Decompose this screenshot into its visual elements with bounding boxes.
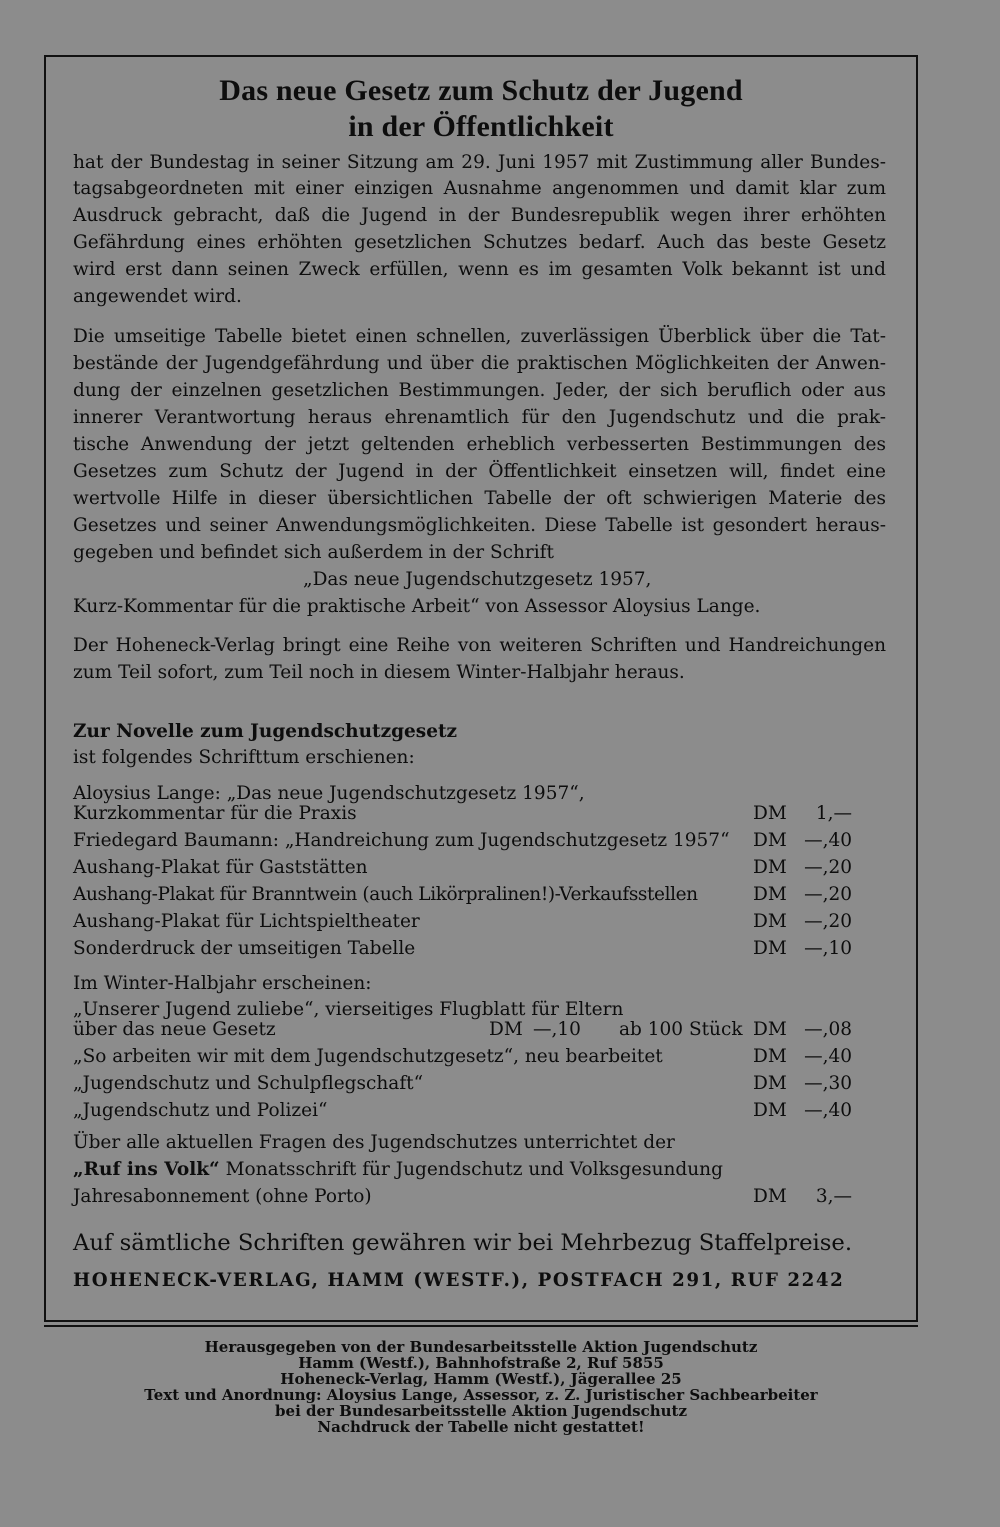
magazine-name: „Ruf ins Volk“ — [73, 1159, 220, 1180]
publication-title: „Jugendschutz und Polizei“ — [73, 1100, 328, 1121]
publication-subtitle: Kurzkommentar für die Praxis — [73, 803, 357, 824]
paragraph2-line: tische Anwendung der jetzt geltenden erheblich verbesserten Bestimmungen des — [73, 434, 886, 455]
publication-title: Aushang-Plakat für Lichtspieltheater — [73, 911, 420, 932]
publication-title: „So arbeiten wir mit dem Jugendschutzgesetz“, neu bearbeitet — [73, 1046, 663, 1067]
novelle-intro: ist folgendes Schrifttum erschienen: — [73, 747, 415, 768]
magazine-intro: Über alle aktuellen Fragen des Jugendschutzes unterrichtet der — [73, 1132, 675, 1153]
paragraph1-line: hat der Bundestag in seiner Sitzung am 29. Juni 1957 mit Zustimmung aller Bundes- — [73, 152, 886, 173]
currency-label: DM — [489, 1019, 523, 1040]
footer-line: Hoheneck-Verlag, Hamm (Westf.), Jägerallee 25 — [280, 1370, 682, 1388]
bottom-rule — [44, 1325, 918, 1327]
price-value: —,10 — [804, 938, 852, 959]
publication-title: „Unserer Jugend zuliebe“, vierseitiges Flugblatt für Eltern — [73, 999, 624, 1020]
book-title-line: „Das neue Jugendschutzgesetz 1957, — [303, 569, 652, 590]
paragraph2-line: Gesetzes und seiner Anwendungsmöglichkeiten. Diese Tabelle ist gesondert heraus- — [73, 515, 886, 536]
paragraph2-line: Die umseitige Tabelle bietet einen schnellen, zuverlässigen Überblick über die Tat- — [73, 326, 886, 347]
publication-title: Aloysius Lange: „Das neue Jugendschutzgesetz 1957“, — [73, 783, 585, 804]
footer-line: bei der Bundesarbeitsstelle Aktion Jugendschutz — [275, 1402, 687, 1420]
footer-line: Hamm (Westf.), Bahnhofstraße 2, Ruf 5855 — [298, 1354, 664, 1372]
price-value: 1,— — [815, 803, 852, 824]
paragraph2-line: dung der einzelnen gesetzlichen Bestimmungen. Jeder, der sich beruflich oder aus — [73, 380, 886, 401]
footer-line: Text und Anordnung: Aloysius Lange, Assessor, z. Z. Juristischer Sachbearbeiter — [144, 1386, 818, 1404]
magazine-line — [73, 1158, 723, 1182]
currency-label: DM — [753, 1186, 787, 1207]
price-value: —,40 — [804, 1046, 852, 1067]
publisher-address: HOHENECK-VERLAG, HAMM (WESTF.), POSTFACH 291, RUF 2242 — [73, 1270, 845, 1291]
currency-label: DM — [753, 857, 787, 878]
paragraph2-line: Kurz-Kommentar für die praktische Arbeit“ von Assessor Aloysius Lange. — [73, 596, 761, 617]
price-value: —,10 — [533, 1019, 581, 1040]
footer-line: Nachdruck der Tabelle nicht gestattet! — [317, 1418, 645, 1436]
winter-intro: Im Winter-Halbjahr erscheinen: — [73, 973, 372, 994]
price-value: —,40 — [804, 830, 852, 851]
price-value: —,20 — [804, 884, 852, 905]
price-value: —,08 — [804, 1019, 852, 1040]
footer-line: Herausgegeben von der Bundesarbeitsstelle Aktion Jugendschutz — [204, 1338, 758, 1356]
currency-label: DM — [753, 884, 787, 905]
paragraph1-line: tagsabgeordneten mit einer einzigen Ausnahme angenommen und damit klar zum — [73, 178, 886, 199]
paragraph2-line: wertvolle Hilfe in dieser übersichtlichen Tabelle der oft schwierigen Materie des — [73, 488, 886, 509]
heading-line-1: Das neue Gesetz zum Schutz der Jugend — [219, 74, 743, 107]
heading-line-2: in der Öffentlichkeit — [348, 110, 614, 143]
price-value: —,40 — [804, 1100, 852, 1121]
closing-statement: Auf sämtliche Schriften gewähren wir bei Mehrbezug Staffelpreise. — [73, 1230, 853, 1256]
currency-label: DM — [753, 1019, 787, 1040]
publication-title: Aushang-Plakat für Branntwein (auch Likörpralinen!)-Verkaufsstellen — [73, 884, 698, 905]
paragraph2-line: gegeben und befindet sich außerdem in der Schrift — [73, 542, 554, 563]
paragraph1-line: wird erst dann seinen Zweck erfüllen, wenn es im gesamten Volk bekannt ist und — [73, 259, 886, 280]
paragraph1-line: angewendet wird. — [73, 286, 242, 307]
magazine-description: Monatsschrift für Jugendschutz und Volksgesundung — [219, 1159, 723, 1180]
publication-title: Sonderdruck der umseitigen Tabelle — [73, 938, 416, 959]
price-value: —,20 — [804, 857, 852, 878]
currency-label: DM — [753, 830, 787, 851]
currency-label: DM — [753, 1073, 787, 1094]
paragraph3-line: zum Teil sofort, zum Teil noch in diesem Winter-Halbjahr heraus. — [73, 662, 685, 683]
publication-subtitle: über das neue Gesetz — [73, 1019, 276, 1040]
currency-label: DM — [753, 911, 787, 932]
currency-label: DM — [753, 1046, 787, 1067]
price-value: —,20 — [804, 911, 852, 932]
paragraph2-line: Gesetzes zum Schutz der Jugend in der Öffentlichkeit einsetzen will, findet eine — [73, 461, 886, 482]
publication-title: „Jugendschutz und Schulpflegschaft“ — [73, 1073, 424, 1094]
bulk-note: ab 100 Stück — [619, 1019, 743, 1040]
currency-label: DM — [753, 1100, 787, 1121]
paragraph2-line: innerer Verantwortung heraus ehrenamtlich für den Jugendschutz und die prak- — [73, 407, 886, 428]
currency-label: DM — [753, 803, 787, 824]
currency-label: DM — [753, 938, 787, 959]
paragraph1-line: Gefährdung eines erhöhten gesetzlichen Schutzes bedarf. Auch das beste Gesetz — [73, 232, 886, 253]
paragraph2-line: bestände der Jugendgefährdung und über die praktischen Möglichkeiten der Anwen- — [73, 353, 886, 374]
price-value: —,30 — [804, 1073, 852, 1094]
subscription-label: Jahresabonnement (ohne Porto) — [73, 1186, 372, 1207]
novelle-heading: Zur Novelle zum Jugendschutzgesetz — [73, 721, 458, 742]
publication-title: Aushang-Plakat für Gaststätten — [73, 857, 368, 878]
paragraph3-line: Der Hoheneck-Verlag bringt eine Reihe von weiteren Schriften und Handreichungen — [73, 635, 886, 656]
price-value: 3,— — [815, 1186, 852, 1207]
publication-title: Friedegard Baumann: „Handreichung zum Jugendschutzgesetz 1957“ — [73, 830, 730, 851]
paragraph1-line: Ausdruck gebracht, daß die Jugend in der Bundesrepublik wegen ihrer erhöhten — [73, 205, 886, 226]
